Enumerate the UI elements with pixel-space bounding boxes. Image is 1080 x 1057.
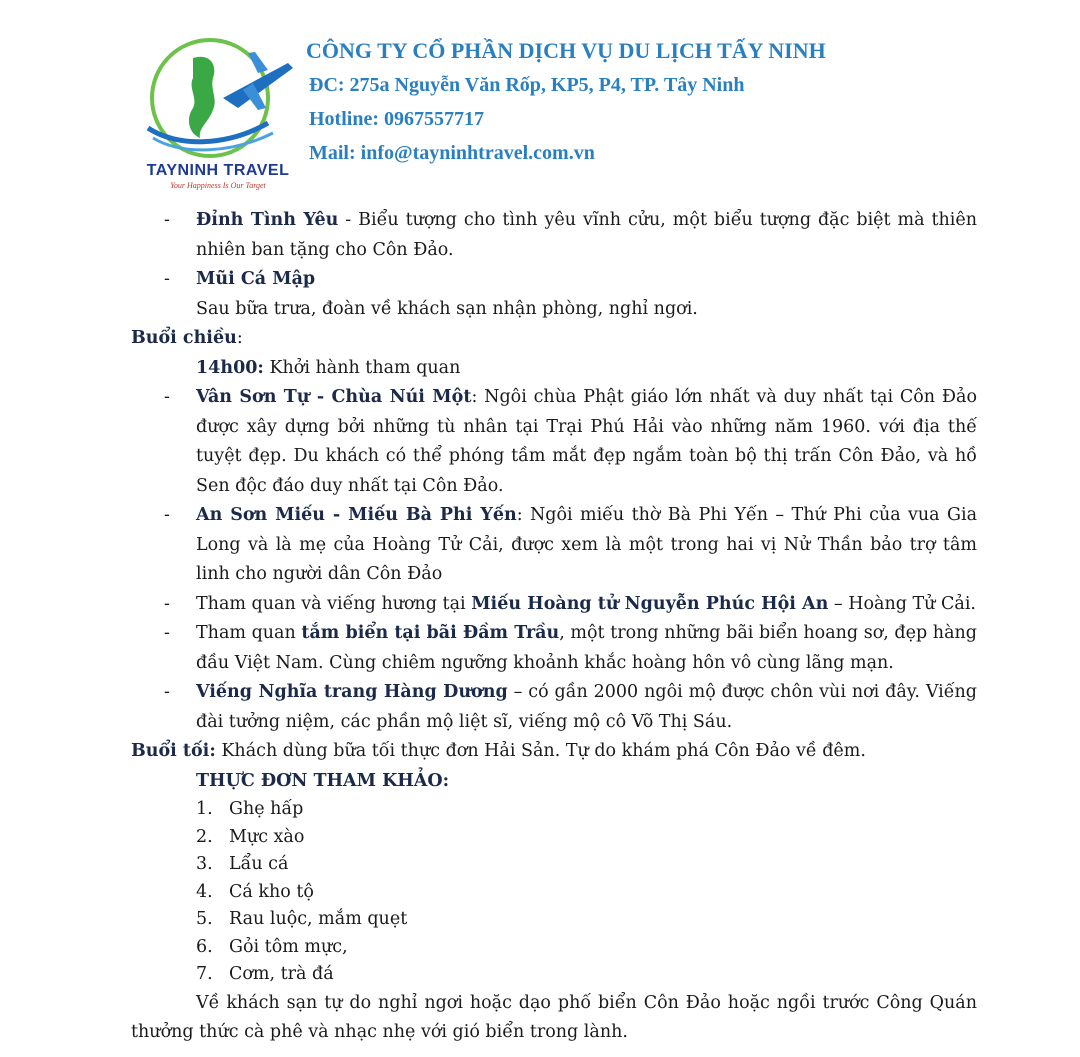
- list-item: - Tham quan và viếng hương tại Miếu Hoàng tử Nguyễn Phúc Hội An – Hoàng Tử Cải.: [164, 593, 976, 614]
- globe-plane-icon: [138, 38, 298, 163]
- list-item: - An Sơn Miếu - Miếu Bà Phi Yến: Ngôi miếu thờ Bà Phi Yến – Thứ Phi của vua Gia Long và là mẹ của Hoàng Tử Cải, được xem là một trong hai vị Nử Thần bảo trợ tâm linh cho người dân Côn Đảo: [164, 505, 978, 584]
- logo-name: TAYNINH TRAVEL: [146, 162, 290, 179]
- evening-heading: Buổi tối: Khách dùng bữa tối thực đơn Hải Sản. Tự do khám phá Côn Đảo về đêm.: [131, 741, 866, 761]
- closing-paragraph: Về khách sạn tự do nghỉ ngơi hoặc dạo phố biển Côn Đảo hoặc ngồi trước Công Quán thưởng thức cà phê và nhạc nhẹ với gió biển trong lành.: [131, 992, 977, 1042]
- company-hotline: Hotline: 0967557717: [309, 108, 484, 130]
- menu-item: 6. Gỏi tôm mực,: [196, 936, 348, 957]
- company-logo: [138, 38, 298, 198]
- menu-item: 5. Rau luộc, mắm quẹt: [196, 909, 408, 929]
- list-item: - Đỉnh Tình Yêu - Biểu tượng cho tình yêu vĩnh cửu, một biểu tượng đặc biệt mà thiên nhiên ban tặng cho Côn Đảo.: [164, 210, 978, 260]
- after-lunch-text: Sau bữa trưa, đoàn về khách sạn nhận phòng, nghỉ ngơi.: [196, 298, 698, 319]
- list-item: - Vân Sơn Tự - Chùa Núi Một: Ngôi chùa Phật giáo lớn nhất và duy nhất tại Côn Đảo được xây dựng bởi những tù nhân tại Trại Phú Hải vào những năm 1960. với địa thế tuyệt đẹp. Du khách có thể phóng tầm mắt đẹp ngắm toàn bộ thị trấn Côn Đảo, và hồ Sen độc đáo duy nhất tại Côn Đảo.: [164, 387, 977, 496]
- menu-item: 2. Mực xào: [196, 826, 305, 847]
- company-header: [306, 34, 826, 170]
- logo-tagline: Your Happiness Is Our Target: [170, 181, 266, 190]
- departure-time: 14h00: Khởi hành tham quan: [196, 357, 461, 378]
- company-name: CÔNG TY CỔ PHẦN DỊCH VỤ DU LỊCH TẤY NINH: [306, 38, 826, 63]
- list-item: - Mũi Cá Mập: [164, 269, 316, 289]
- menu-item: 1. Ghẹ hấp: [196, 799, 304, 819]
- list-item: - Tham quan tắm biển tại bãi Đầm Trầu, một trong những bãi biển hoang sơ, đẹp hàng đầu Việt Nam. Cùng chiêm ngưỡng khoảnh khắc hoàng hôn vô cùng lãng mạn.: [164, 623, 977, 673]
- menu-title: THỰC ĐƠN THAM KHẢO:: [196, 770, 450, 791]
- company-address: ĐC: 275a Nguyễn Văn Rốp, KP5, P4, TP. Tây Ninh: [309, 74, 745, 96]
- menu-item: 3. Lẩu cá: [196, 854, 289, 874]
- menu-item: 7. Cơm, trà đá: [196, 964, 334, 984]
- itinerary-content: [131, 206, 977, 1048]
- list-item: - Viếng Nghĩa trang Hàng Dương – có gần 2000 ngôi mộ được chôn vùi nơi đây. Viếng đài tưởng niệm, các phần mộ liệt sĩ, viếng mộ cô Võ Thị Sáu.: [164, 682, 977, 732]
- company-mail: Mail: info@tayninhtravel.com.vn: [309, 142, 595, 164]
- menu-item: 4. Cá kho tộ: [196, 881, 314, 902]
- afternoon-heading: Buổi chiều:: [131, 328, 243, 348]
